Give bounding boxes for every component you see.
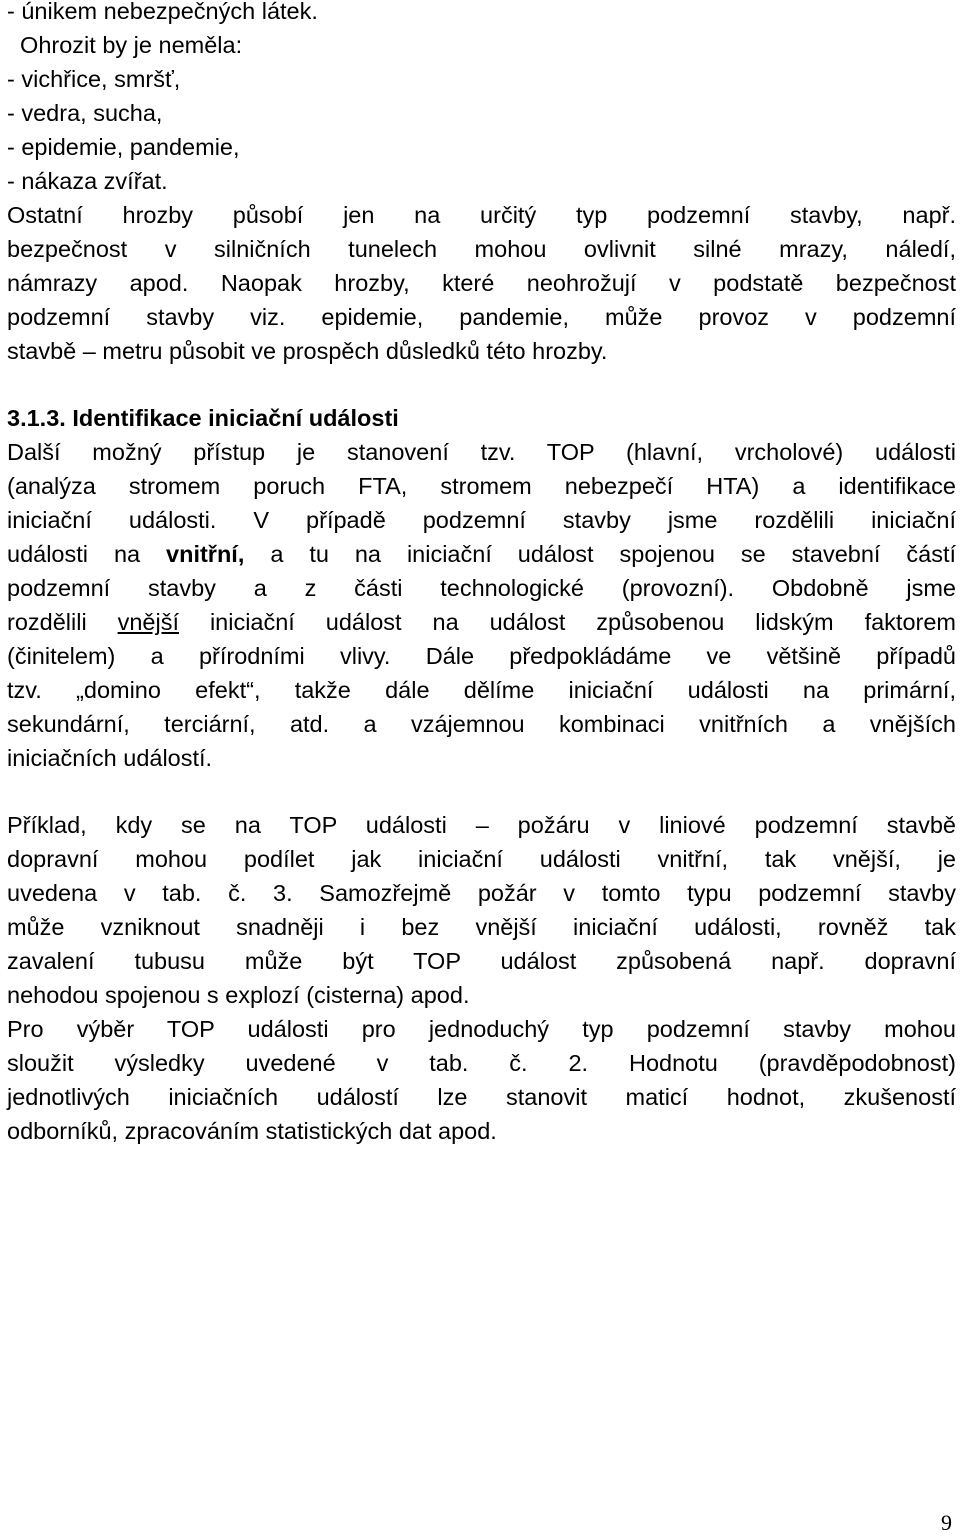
paragraph-line: podzemní stavby viz. epidemie, pandemie, může provoz v podzemní (7, 304, 956, 330)
bold-term: vnitřní, (166, 541, 245, 567)
list-item: - nákaza zvířat. (7, 168, 168, 194)
paragraph-line: iniciačních událostí. (7, 745, 213, 771)
paragraph-line: tzv. „domino efekt“, takže dále dělíme iniciační události na primární, (7, 677, 956, 703)
paragraph-line: nehodou spojenou s explozí (cisterna) apod. (7, 982, 470, 1008)
paragraph-line: dopravní mohou podílet jak iniciační události vnitřní, tak vnější, je (7, 846, 956, 872)
list-intro: Ohrozit by je neměla: (7, 32, 243, 58)
paragraph-line: Ostatní hrozby působí jen na určitý typ podzemní stavby, např. (7, 202, 956, 228)
paragraph-line: zavalení tubusu může být TOP událost způsobená např. dopravní (7, 948, 956, 974)
paragraph-line (7, 605, 956, 639)
paragraph-line: (činitelem) a přírodními vlivy. Dále předpokládáme ve většině případů (7, 643, 956, 669)
paragraph-line: stavbě – metru působit ve prospěch důsledků této hrozby. (7, 338, 608, 364)
list-item: - únikem nebezpečných látek. (7, 0, 318, 24)
paragraph-line: iniciační události. V případě podzemní stavby jsme rozdělili iniciační (7, 507, 956, 533)
paragraph-line: může vzniknout snadněji i bez vnější iniciační události, rovněž tak (7, 914, 956, 940)
paragraph-line: sloužit výsledky uvedené v tab. č. 2. Hodnotu (pravděpodobnost) (7, 1050, 956, 1076)
paragraph-line: bezpečnost v silničních tunelech mohou ovlivnit silné mrazy, náledí, (7, 236, 956, 262)
paragraph-line: námrazy apod. Naopak hrozby, které neohrožují v podstatě bezpečnost (7, 270, 956, 296)
underlined-term: vnější (117, 609, 179, 635)
text-run: rozdělili (7, 609, 118, 635)
paragraph-line: jednotlivých iniciačních událostí lze stanovit maticí hodnot, zkušeností (7, 1084, 956, 1110)
text-run: iniciační událost na událost způsobenou lidským faktorem (179, 609, 956, 635)
page-number: 9 (941, 1510, 952, 1535)
list-item: - epidemie, pandemie, (7, 134, 240, 160)
paragraph-line: odborníků, zpracováním statistických dat apod. (7, 1118, 497, 1144)
paragraph-line: uvedena v tab. č. 3. Samozřejmě požár v tomto typu podzemní stavby (7, 880, 956, 906)
paragraph-line: Pro výběr TOP události pro jednoduchý typ podzemní stavby mohou (7, 1016, 956, 1042)
paragraph-line: (analýza stromem poruch FTA, stromem nebezpečí HTA) a identifikace (7, 473, 956, 499)
text-run: a tu na iniciační událost spojenou se stavební částí (244, 541, 957, 567)
list-item: - vedra, sucha, (7, 100, 163, 126)
section-heading: 3.1.3. Identifikace iniciační události (7, 405, 399, 431)
paragraph-line: Příklad, kdy se na TOP události – požáru v liniové podzemní stavbě (7, 812, 956, 838)
list-item: - vichřice, smršť, (7, 66, 181, 92)
paragraph-line (7, 537, 956, 571)
paragraph-line: Další možný přístup je stanovení tzv. TOP (hlavní, vrcholové) události (7, 439, 956, 465)
text-run: události na (7, 541, 167, 567)
paragraph-line: sekundární, terciární, atd. a vzájemnou kombinaci vnitřních a vnějších (7, 711, 956, 737)
paragraph-line: podzemní stavby a z části technologické (provozní). Obdobně jsme (7, 575, 956, 601)
